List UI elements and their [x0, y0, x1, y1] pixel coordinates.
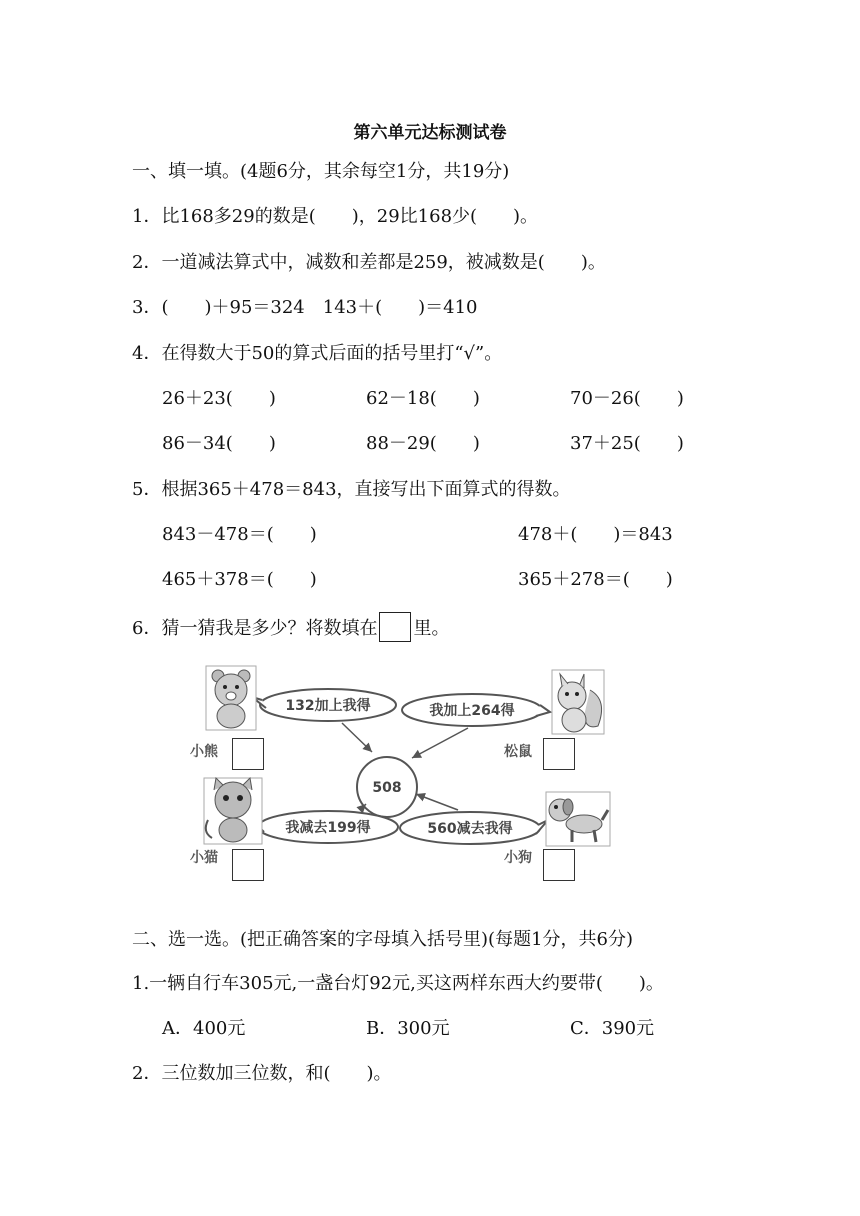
dog-icon — [546, 792, 610, 846]
animal-label-dog: 小狗 — [504, 850, 532, 866]
q5-expr: 843－478＝( ) — [162, 524, 317, 545]
question-1-1: 1．比168多29的数是( )，29比168少( )。 — [132, 206, 539, 227]
bubble-text: 我加上264得 — [429, 703, 515, 719]
squirrel-icon — [552, 670, 604, 734]
center-value: 508 — [372, 780, 402, 796]
arrow — [416, 794, 458, 810]
question-2-2: 2．三位数加三位数，和( )。 — [132, 1063, 392, 1084]
question-1-5: 5．根据365＋478＝843，直接写出下面算式的得数。 — [132, 479, 571, 500]
bubble-text: 132加上我得 — [285, 698, 371, 714]
question-1-6 — [132, 612, 449, 642]
q6-text-before: 6．猜一猜我是多少？将数填在 — [132, 618, 378, 639]
section1-heading: 一、填一填。(4题6分，其余每空1分，共19分) — [132, 161, 510, 182]
q4-expr: 70－26( ) — [570, 388, 684, 409]
bubble-text: 560减去我得 — [427, 821, 513, 837]
bubble-text: 我减去199得 — [285, 820, 371, 836]
q5-expr: 478＋( )＝843 — [518, 524, 673, 545]
question-2-1: 1.一辆自行车305元,一盏台灯92元,买这两样东西大约要带( )。 — [132, 973, 664, 994]
option-a: A．400元 — [162, 1018, 246, 1039]
bear-icon — [206, 666, 256, 730]
arrow — [412, 728, 468, 758]
section2-heading: 二、选一选。(把正确答案的字母填入括号里)(每题1分，共6分) — [132, 929, 633, 950]
q4-expr: 86－34( ) — [162, 433, 276, 454]
answer-box-cat[interactable] — [232, 849, 264, 881]
q4-expr: 37＋25( ) — [570, 433, 684, 454]
q6-text-after: 里。 — [413, 618, 450, 639]
q4-expr: 26＋23( ) — [162, 388, 276, 409]
animal-label-cat: 小猫 — [190, 850, 218, 866]
question-1-2: 2．一道减法算式中，减数和差都是259，被减数是( )。 — [132, 252, 606, 273]
answer-box-dog[interactable] — [543, 849, 575, 881]
q5-expr: 365＋278＝( ) — [518, 569, 673, 590]
option-b: B．300元 — [366, 1018, 450, 1039]
arrow — [342, 723, 372, 752]
question-1-4: 4．在得数大于50的算式后面的括号里打“√”。 — [132, 343, 503, 364]
page-title: 第六单元达标测试卷 — [353, 123, 507, 143]
q4-expr: 88－29( ) — [366, 433, 480, 454]
animal-label-bear: 小熊 — [190, 744, 218, 760]
q5-expr: 465＋378＝( ) — [162, 569, 317, 590]
answer-box-squirrel[interactable] — [543, 738, 575, 770]
question-1-3: 3．( )＋95＝324 143＋( )＝410 — [132, 297, 478, 318]
option-c: C．390元 — [570, 1018, 655, 1039]
q4-expr: 62－18( ) — [366, 388, 480, 409]
cat-icon — [204, 778, 262, 844]
animal-label-squirrel: 松鼠 — [504, 744, 532, 760]
answer-box-inline[interactable] — [379, 612, 411, 642]
answer-box-bear[interactable] — [232, 738, 264, 770]
